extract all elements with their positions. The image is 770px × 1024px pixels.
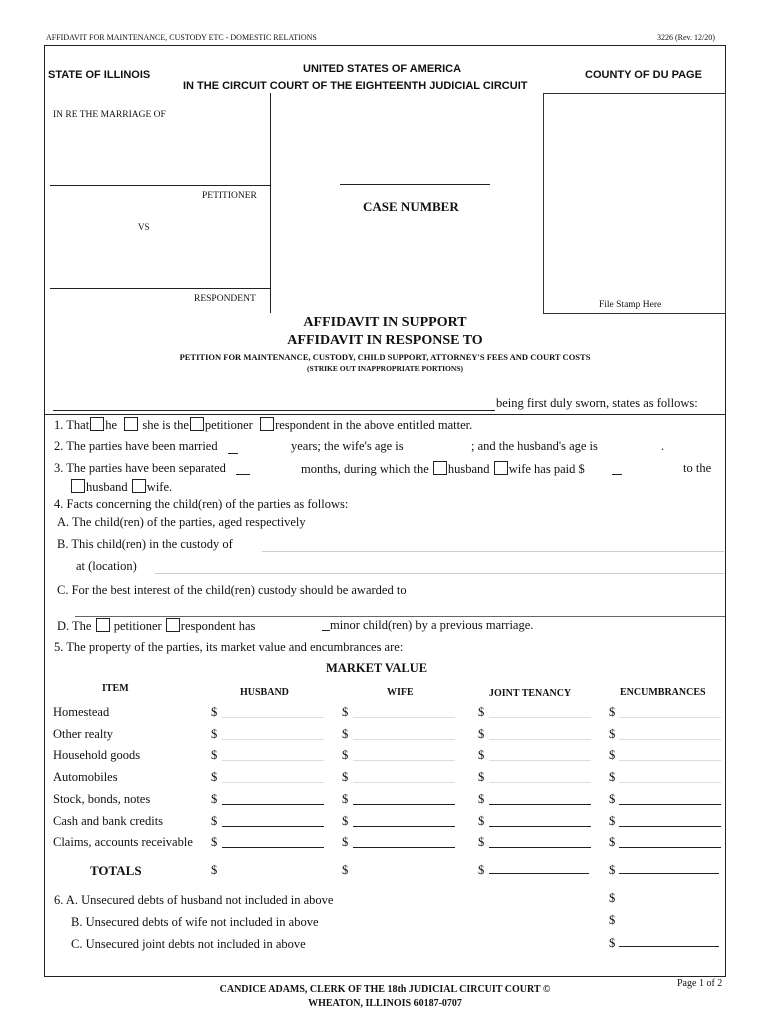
- wife-dollar-sign: $: [342, 705, 349, 719]
- custody-of-field[interactable]: [262, 551, 724, 552]
- file-stamp-label: File Stamp Here: [599, 300, 662, 310]
- debt-wife-dollar: $: [609, 913, 616, 927]
- petitioner-line[interactable]: [50, 185, 270, 186]
- encumbrance-dollar-sign: $: [609, 792, 616, 806]
- col-encumbrances: ENCUMBRANCES: [620, 687, 706, 698]
- joint-value-field[interactable]: [489, 782, 591, 783]
- awarded-to-field[interactable]: [75, 616, 725, 617]
- joint-dollar-sign: $: [478, 770, 485, 784]
- joint-dollar-sign: $: [478, 748, 485, 762]
- years-married-field[interactable]: [228, 453, 238, 454]
- col-item: ITEM: [102, 683, 129, 694]
- country-label: UNITED STATES OF AMERICA: [303, 63, 462, 75]
- property-row-label: Homestead: [53, 705, 110, 719]
- wife-value-field[interactable]: [353, 782, 455, 783]
- encumbrance-dollar-sign: $: [609, 748, 616, 762]
- totals-wife-dollar: $: [342, 863, 349, 877]
- wife-recipient-checkbox[interactable]: [132, 479, 146, 493]
- item4d-b: minor child(ren) by a previous marriage.: [330, 618, 534, 632]
- frame-bottom: [44, 976, 726, 977]
- wife-value-field[interactable]: [353, 717, 455, 718]
- husband-dollar-sign: $: [211, 705, 218, 719]
- minor-children-count-field[interactable]: [322, 630, 330, 631]
- encumbrance-dollar-sign: $: [609, 770, 616, 784]
- joint-value-field[interactable]: [489, 826, 591, 827]
- debt-joint-field[interactable]: [619, 946, 719, 947]
- husband-value-field[interactable]: [222, 739, 324, 740]
- husband-dollar-sign: $: [211, 835, 218, 849]
- property-row-label: Cash and bank credits: [53, 814, 164, 828]
- in-re-label: IN RE THE MARRIAGE OF: [53, 110, 166, 120]
- totals-enc-field[interactable]: [619, 873, 719, 874]
- frame-left: [44, 45, 45, 977]
- encumbrance-value-field[interactable]: [619, 760, 721, 761]
- wife-value-field[interactable]: [353, 804, 455, 805]
- joint-value-field[interactable]: [489, 804, 591, 805]
- petitioner-checkbox[interactable]: [190, 417, 204, 431]
- property-row-label: Household goods: [53, 748, 141, 762]
- title-strike-out: (STRIKE OUT INAPPROPRIATE PORTIONS): [307, 364, 463, 373]
- page-number: Page 1 of 2: [677, 978, 723, 989]
- encumbrance-value-field[interactable]: [619, 739, 721, 740]
- case-number-label: CASE NUMBER: [363, 199, 459, 214]
- property-row-label: Other realty: [53, 727, 114, 741]
- wife-dollar-sign: $: [342, 792, 349, 806]
- item2-d: .: [661, 439, 665, 453]
- body-rule: [44, 414, 726, 415]
- property-row-label: Automobiles: [53, 770, 118, 784]
- joint-value-field[interactable]: [489, 847, 591, 848]
- footer-clerk: CANDICE ADAMS, CLERK OF THE 18th JUDICIAL CIRCUIT COURT ©: [219, 984, 551, 995]
- wife-dollar-sign: $: [342, 835, 349, 849]
- husband-value-field[interactable]: [222, 782, 324, 783]
- encumbrance-dollar-sign: $: [609, 705, 616, 719]
- item3-b: months, during which the husband wife has paid $: [301, 462, 585, 476]
- joint-dollar-sign: $: [478, 792, 485, 806]
- months-separated-field[interactable]: [236, 474, 250, 475]
- col-joint-tenancy: JOINT TENANCY: [489, 688, 572, 699]
- husband-recipient-checkbox[interactable]: [71, 479, 85, 493]
- encumbrance-dollar-sign: $: [609, 835, 616, 849]
- wife-dollar-sign: $: [342, 814, 349, 828]
- caption-left-divider: [270, 93, 271, 313]
- wife-dollar-sign: $: [342, 770, 349, 784]
- col-husband: HUSBAND: [240, 687, 289, 698]
- encumbrance-value-field[interactable]: [619, 717, 721, 718]
- item2-a: 2. The parties have been married: [54, 439, 218, 453]
- joint-value-field[interactable]: [489, 760, 591, 761]
- wife-paid-checkbox[interactable]: [494, 461, 508, 475]
- wife-dollar-sign: $: [342, 727, 349, 741]
- totals-enc-dollar: $: [609, 863, 616, 877]
- joint-dollar-sign: $: [478, 814, 485, 828]
- husband-value-field[interactable]: [222, 847, 324, 848]
- item4: 4. Facts concerning the child(ren) of the parties as follows:: [54, 497, 349, 511]
- encumbrance-value-field[interactable]: [619, 804, 721, 805]
- file-stamp-box: [543, 93, 726, 314]
- form-title: AFFIDAVIT FOR MAINTENANCE, CUSTODY ETC - DOMESTIC RELATIONS: [46, 33, 317, 42]
- husband-dollar-sign: $: [211, 792, 218, 806]
- case-number-line[interactable]: [340, 184, 490, 185]
- respondent-label: RESPONDENT: [194, 294, 256, 304]
- item4d: D. The petitioner respondent has: [57, 619, 256, 633]
- joint-dollar-sign: $: [478, 705, 485, 719]
- form-number: 3226 (Rev. 12/20): [657, 33, 715, 42]
- title-response: AFFIDAVIT IN RESPONSE TO: [287, 333, 483, 348]
- encumbrance-dollar-sign: $: [609, 814, 616, 828]
- debt-husband-label: 6. A. Unsecured debts of husband not included in above: [54, 893, 334, 907]
- item4c: C. For the best interest of the child(ren) custody should be awarded to: [57, 583, 407, 597]
- joint-value-field[interactable]: [489, 717, 591, 718]
- joint-value-field[interactable]: [489, 739, 591, 740]
- title-petition: PETITION FOR MAINTENANCE, CUSTODY, CHILD SUPPORT, ATTORNEY'S FEES AND COURT COSTS: [179, 352, 591, 362]
- joint-dollar-sign: $: [478, 727, 485, 741]
- item3-line2: husband wife.: [70, 479, 172, 495]
- husband-dollar-sign: $: [211, 814, 218, 828]
- encumbrance-value-field[interactable]: [619, 782, 721, 783]
- location-field[interactable]: [155, 573, 724, 574]
- item3-d: to the: [683, 461, 712, 475]
- joint-dollar-sign: $: [478, 835, 485, 849]
- petitioner-label: PETITIONER: [202, 191, 257, 201]
- debt-husband-dollar: $: [609, 891, 616, 905]
- state-label: STATE OF ILLINOIS: [48, 69, 151, 81]
- title-support: AFFIDAVIT IN SUPPORT: [303, 315, 467, 330]
- totals-label: TOTALS: [90, 863, 142, 878]
- respondent-checkbox[interactable]: [260, 417, 274, 431]
- footer-address: WHEATON, ILLINOIS 60187-0707: [308, 998, 462, 1009]
- col-wife: WIFE: [387, 687, 414, 698]
- amount-paid-field[interactable]: [612, 474, 622, 475]
- circuit-label: IN THE CIRCUIT COURT OF THE EIGHTEENTH JUDICIAL CIRCUIT: [183, 80, 528, 92]
- county-label: COUNTY OF DU PAGE: [585, 69, 702, 81]
- item3-a: 3. The parties have been separated: [54, 461, 226, 475]
- wife-value-field[interactable]: [353, 739, 455, 740]
- affiant-name-line[interactable]: [53, 410, 495, 411]
- encumbrance-value-field[interactable]: [619, 826, 721, 827]
- totals-joint-dollar: $: [478, 863, 485, 877]
- wife-value-field[interactable]: [353, 847, 455, 848]
- vs-label: VS: [138, 222, 150, 232]
- husband-value-field[interactable]: [222, 717, 324, 718]
- debt-joint-label: C. Unsecured joint debts not included in above: [71, 937, 306, 951]
- market-value-heading: MARKET VALUE: [326, 661, 428, 675]
- husband-paid-checkbox[interactable]: [433, 461, 447, 475]
- header-rule: [44, 45, 726, 46]
- debt-joint-dollar: $: [609, 936, 616, 950]
- property-row-label: Stock, bonds, notes: [53, 792, 151, 806]
- husband-dollar-sign: $: [211, 727, 218, 741]
- she-checkbox[interactable]: [124, 417, 138, 431]
- item4b-location: at (location): [76, 559, 137, 573]
- wife-dollar-sign: $: [342, 748, 349, 762]
- husband-value-field[interactable]: [222, 760, 324, 761]
- wife-value-field[interactable]: [353, 760, 455, 761]
- item2-c: ; and the husband's age is: [471, 439, 598, 453]
- item2-b: years; the wife's age is: [291, 439, 404, 453]
- husband-dollar-sign: $: [211, 748, 218, 762]
- 4d-respondent-checkbox[interactable]: [166, 618, 180, 632]
- sworn-text: being first duly sworn, states as follows:: [496, 396, 698, 410]
- wife-value-field[interactable]: [353, 826, 455, 827]
- totals-husband-dollar: $: [211, 863, 218, 877]
- 4d-petitioner-checkbox[interactable]: [96, 618, 110, 632]
- property-row-label: Claims, accounts receivable: [53, 835, 193, 849]
- item5: 5. The property of the parties, its market value and encumbrances are:: [54, 640, 404, 654]
- debt-wife-label: B. Unsecured debts of wife not included in above: [71, 915, 319, 929]
- husband-value-field[interactable]: [222, 804, 324, 805]
- encumbrance-value-field[interactable]: [619, 847, 721, 848]
- item4a: A. The child(ren) of the parties, aged respectively: [57, 515, 306, 529]
- respondent-line[interactable]: [50, 288, 270, 289]
- he-checkbox[interactable]: [90, 417, 104, 431]
- husband-value-field[interactable]: [222, 826, 324, 827]
- item4b: B. This child(ren) in the custody of: [57, 537, 233, 551]
- totals-joint-field[interactable]: [489, 873, 589, 874]
- husband-dollar-sign: $: [211, 770, 218, 784]
- item1: 1. That he she is the petitioner respondent in the above entitled matter.: [54, 418, 473, 432]
- encumbrance-dollar-sign: $: [609, 727, 616, 741]
